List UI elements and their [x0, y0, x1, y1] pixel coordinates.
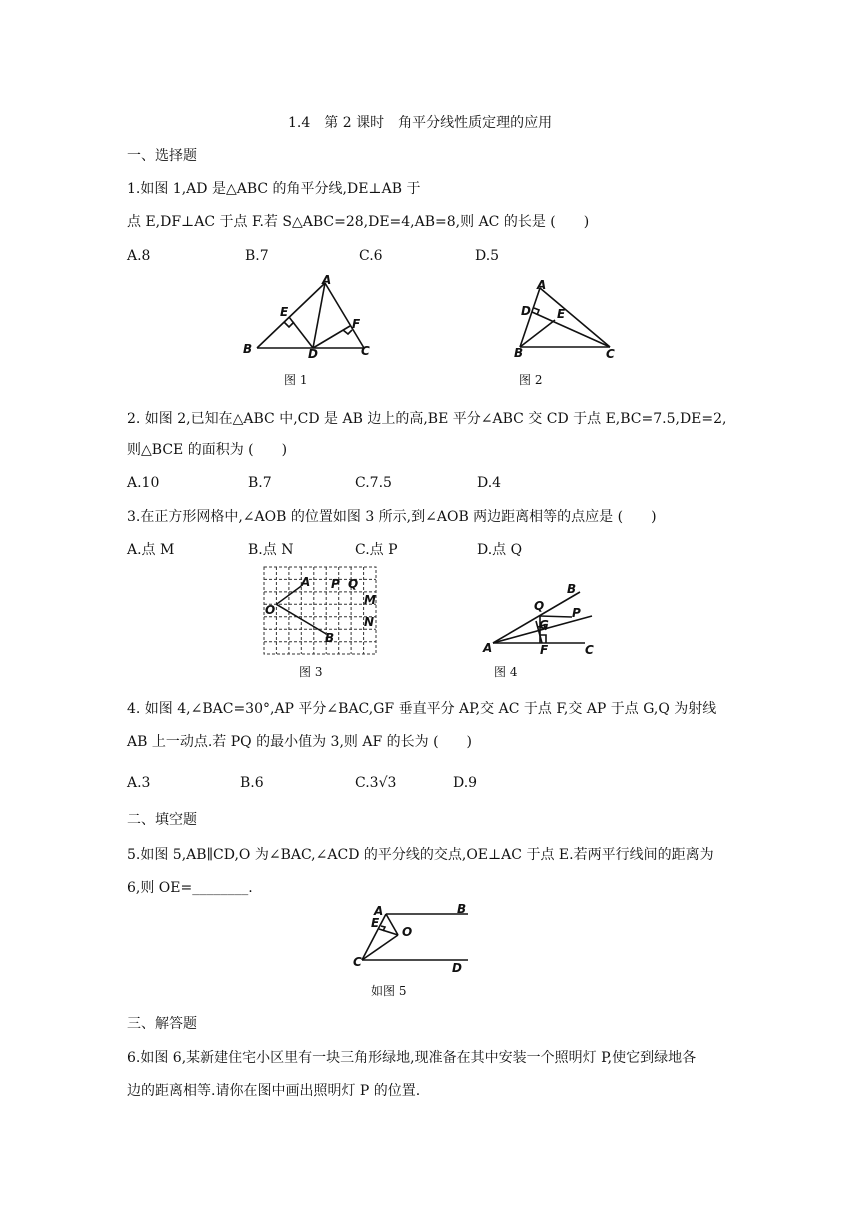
fig3-label-b: B	[325, 631, 335, 645]
fig4-label-c: C	[585, 643, 594, 657]
fig3-label-n: N	[364, 615, 375, 629]
fig3-label-a: A	[301, 575, 311, 589]
q4-option-b: B.6	[240, 775, 264, 791]
fig4-label-b: B	[567, 582, 577, 596]
fig1-label-a: A	[322, 273, 332, 287]
q6-text-line2: 边的距离相等.请你在图中画出照明灯 P 的位置.	[127, 1083, 421, 1099]
fig1-label-f: F	[352, 317, 361, 331]
fig2-label-d: D	[521, 304, 531, 318]
fig5-label-c: C	[353, 955, 362, 969]
fig1-label-d: D	[308, 347, 318, 361]
q1-option-a: A.8	[127, 248, 151, 264]
q1-text-line1: 1.如图 1,AD 是△ABC 的角平分线,DE⊥AB 于	[127, 181, 421, 197]
fig5-label-o: O	[402, 925, 413, 939]
q2-option-d: D.4	[477, 475, 502, 491]
fig1-label-b: B	[243, 342, 253, 356]
caption-fig4: 图 4	[494, 665, 518, 679]
q5-text-line1: 5.如图 5,AB∥CD,O 为∠BAC,∠ACD 的平分线的交点,OE⊥AC 于点 E.若两平行线间的距离为	[127, 847, 714, 863]
q3-option-c: C.点 P	[355, 542, 398, 558]
q2-option-c: C.7.5	[355, 475, 392, 491]
figure-4	[480, 580, 600, 660]
fig5-label-d: D	[452, 961, 462, 975]
fig3-label-q: Q	[348, 577, 359, 591]
fig4-label-p: P	[572, 606, 581, 620]
figure-2	[510, 280, 630, 360]
fig2-label-c: C	[606, 347, 615, 361]
fig5-label-a: A	[374, 904, 384, 918]
q2-option-b: B.7	[248, 475, 272, 491]
figure-1	[240, 275, 400, 365]
q2-text-line2: 则△BCE 的面积为 ( )	[127, 442, 288, 458]
section-heading-answer: 三、解答题	[127, 1016, 197, 1032]
fig4-label-f: F	[540, 643, 549, 657]
fig5-label-b: B	[457, 902, 467, 916]
figure-3	[263, 566, 379, 656]
q6-text-line1: 6.如图 6,某新建住宅小区里有一块三角形绿地,现准备在其中安装一个照明灯 P,使它到绿地各	[127, 1050, 697, 1066]
q2-option-a: A.10	[127, 475, 160, 491]
fig3-label-o: O	[265, 603, 276, 617]
section-heading-fill: 二、填空题	[127, 812, 197, 828]
q1-option-b: B.7	[245, 248, 269, 264]
page-title: 1.4 第 2 课时 角平分线性质定理的应用	[288, 115, 553, 131]
fig5-label-e: E	[371, 916, 380, 930]
caption-fig2: 图 2	[519, 373, 543, 387]
fig3-label-p: P	[331, 577, 340, 591]
q1-option-d: D.5	[475, 248, 500, 264]
fig2-label-a: A	[537, 278, 547, 292]
q4-option-c: C.3√3	[355, 775, 397, 791]
fig1-label-e: E	[280, 305, 289, 319]
figure-5	[350, 900, 480, 980]
fig4-label-g: G	[539, 618, 549, 632]
caption-fig3: 图 3	[299, 665, 323, 679]
q4-text-line2: AB 上一动点.若 PQ 的最小值为 3,则 AF 的长为 ( )	[127, 734, 473, 750]
caption-fig5: 如图 5	[371, 984, 407, 998]
q3-text-line1: 3.在正方形网格中,∠AOB 的位置如图 3 所示,到∠AOB 两边距离相等的点应是 ( )	[127, 509, 657, 525]
q3-option-a: A.点 M	[127, 542, 175, 558]
fig1-label-c: C	[361, 344, 370, 358]
q2-text-line1: 2. 如图 2,已知在△ABC 中,CD 是 AB 边上的高,BE 平分∠ABC 交 CD 于点 E,BC=7.5,DE=2,	[127, 411, 727, 427]
fig3-label-m: M	[364, 593, 376, 607]
section-heading-choice: 一、选择题	[127, 148, 197, 164]
q4-option-d: D.9	[453, 775, 478, 791]
fig2-label-e: E	[557, 307, 566, 321]
q1-text-line2: 点 E,DF⊥AC 于点 F.若 S△ABC=28,DE=4,AB=8,则 AC 的长是 ( )	[127, 214, 590, 230]
q4-option-a: A.3	[127, 775, 151, 791]
fig4-label-q: Q	[534, 599, 545, 613]
fig2-label-b: B	[514, 346, 524, 360]
q3-option-d: D.点 Q	[477, 542, 523, 558]
q4-text-line1: 4. 如图 4,∠BAC=30°,AP 平分∠BAC,GF 垂直平分 AP,交 AC 于点 F,交 AP 于点 G,Q 为射线	[127, 701, 717, 717]
caption-fig1: 图 1	[284, 373, 308, 387]
q5-text-line2: 6,则 OE=________.	[127, 880, 253, 896]
q1-option-c: C.6	[359, 248, 383, 264]
fig4-label-a: A	[483, 641, 493, 655]
q3-option-b: B.点 N	[248, 542, 294, 558]
